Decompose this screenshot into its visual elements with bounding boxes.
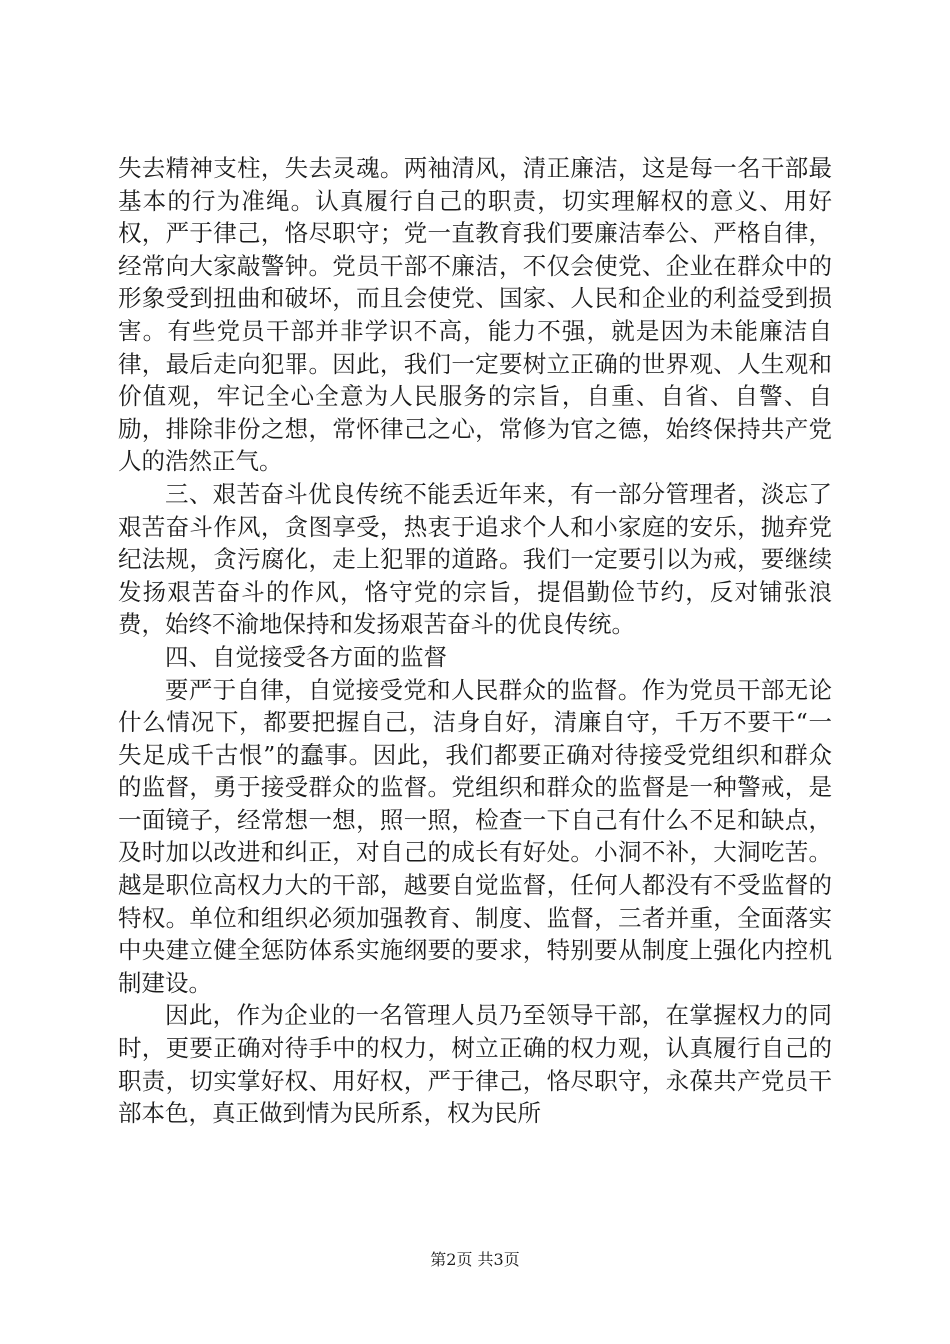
- page-number-label: 第2页 共3页: [430, 1250, 520, 1269]
- section-heading-four: 四、自觉接受各方面的监督: [165, 642, 447, 671]
- paragraph-section-three: 三、艰苦奋斗优良传统不能丢近年来，有一部分管理者，淡忘了艰苦奋斗作风，贪图享受，热衷于追求个人和小家庭的安乐，抛弃党纪法规，贪污腐化，走上犯罪的道路。我们一定要引以为戒，要继续发扬艰苦奋斗的作风，恪守党的宗旨，提倡勤俭节约，反对铺张浪费，始终不渝地保持和发扬艰苦奋斗的优良传统。: [118, 479, 832, 639]
- paragraph-continuation: 失去精神支柱，失去灵魂。两袖清风，清正廉洁，这是每一名干部最基本的行为准绳。认真履行自己的职责，切实理解权的意义、用好权，严于律己，恪尽职守；党一直教育我们要廉洁奉公、严格自律，经常向大家敲警钟。党员干部不廉洁，不仅会使党、企业在群众中的形象受到扭曲和破坏，而且会使党、国家、人民和企业的利益受到损害。有些党员干部并非学识不高，能力不强，就是因为未能廉洁自律，最后走向犯罪。因此，我们一定要树立正确的世界观、人生观和价值观，牢记全心全意为人民服务的宗旨，自重、自省、自警、自励，排除非份之想，常怀律己之心，常修为官之德，始终保持共产党人的浩然正气。: [118, 154, 832, 476]
- paragraph-conclusion: 因此，作为企业的一名管理人员乃至领导干部，在掌握权力的同时，更要正确对待手中的权力，树立正确的权力观，认真履行自己的职责，切实掌好权、用好权，严于律己，恪尽职守，永葆共产党员干部本色，真正做到情为民所系，权为民所: [118, 1001, 832, 1128]
- paragraph-supervision: 要严于自律，自觉接受党和人民群众的监督。作为党员干部无论什么情况下，都要把握自己，洁身自好，清廉自守，千万不要干“一失足成千古恨”的蠢事。因此，我们都要正确对待接受党组织和群众的监督，勇于接受群众的监督。党组织和群众的监督是一种警戒，是一面镜子，经常想一想，照一照，检查一下自己有什么不足和缺点，及时加以改进和纠正，对自己的成长有好处。小洞不补，大洞吃苦。越是职位高权力大的干部，越要自觉监督，任何人都没有不受监督的特权。单位和组织必须加强教育、制度、监督，三者并重，全面落实中央建立健全惩防体系实施纲要的要求，特别要从制度上强化内控机制建设。: [118, 675, 832, 997]
- document-body: [118, 152, 832, 1130]
- page-footer: [0, 1247, 950, 1270]
